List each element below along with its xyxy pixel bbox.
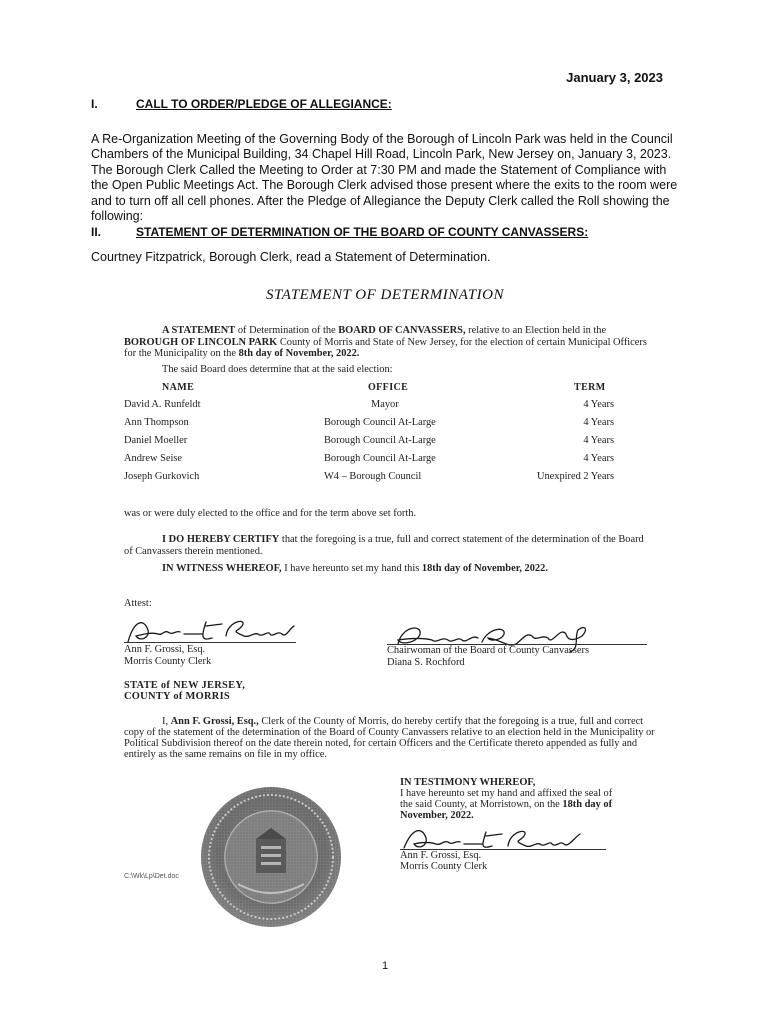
said-board-text: The said Board does determine that at the said election: <box>162 364 393 375</box>
certify-text <box>124 534 654 557</box>
grossi-text-3: Clerk of the County of Morris, do hereby certify that the foregoing is a true, full and correct copy of the statement of the determination of the Board of County Canvassers relative to an election held in the Municipality or Political Subdivision thereof on the date therein noted, for certain Officers and the Certificate thereto appended as fully and entirely as the same remains on file in my office. <box>124 716 655 760</box>
file-path-label: C:\Wk\Lp\Det.doc <box>124 873 179 880</box>
col-header-office: OFFICE <box>368 382 409 393</box>
certify-bold: I DO HEREBY CERTIFY <box>162 534 280 545</box>
section-1-title: CALL TO ORDER/PLEDGE OF ALLEGIANCE: <box>136 97 392 111</box>
witness-text <box>162 563 548 574</box>
intro-text-6: County of Morris and State of New Jersey, for the election of certain Municipal Officers for the Municipality on the <box>124 336 647 360</box>
attest-label: Attest: <box>124 598 152 609</box>
grossi-text-1: I, <box>162 716 171 727</box>
table-row <box>124 435 614 449</box>
intro-bold-3: BOARD OF CANVASSERS, <box>338 325 466 336</box>
state-county-block <box>124 680 245 702</box>
row-term: 4 Years <box>583 453 614 464</box>
intro-bold-7: 8th day of November, 2022. <box>238 348 360 360</box>
testimony-heading: IN TESTIMONY WHEREOF, <box>400 777 536 788</box>
section-1-number: I. <box>91 97 98 111</box>
page-number: 1 <box>381 960 389 972</box>
witness-mid: I have hereunto set my hand this <box>281 563 422 574</box>
row-office: Borough Council At-Large <box>324 453 436 464</box>
signature-line-left <box>124 642 296 643</box>
duly-elected-text: was or were duly elected to the office and for the term above set forth. <box>124 508 417 519</box>
row-term: 4 Years <box>583 399 614 410</box>
row-name: Ann Thompson <box>124 417 189 428</box>
witness-date: 18th day of November, 2022. <box>421 563 548 574</box>
row-office: W4 – Borough Council <box>324 471 422 482</box>
statement-intro <box>124 325 652 360</box>
testimony-date: 18th day of November, 2022. <box>400 799 613 821</box>
row-office: Borough Council At-Large <box>324 435 436 446</box>
chair-title: Chairwoman of the Board of County Canvassers <box>387 645 590 656</box>
grossi-certification <box>124 716 656 760</box>
table-row <box>124 453 614 467</box>
row-name: Andrew Seise <box>124 453 183 464</box>
county-line: COUNTY of MORRIS <box>124 691 231 702</box>
document-date: January 3, 2023 <box>566 70 663 85</box>
row-office: Mayor <box>371 399 399 410</box>
row-term: 4 Years <box>583 435 614 446</box>
testimony-body <box>400 788 620 821</box>
table-row <box>124 417 614 431</box>
row-term: Unexpired 2 Years <box>536 471 614 482</box>
clerk2-signature-block <box>400 850 487 872</box>
statement-title: STATEMENT OF DETERMINATION <box>265 287 504 303</box>
section-1-body: A Re-Organization Meeting of the Governing Body of the Borough of Lincoln Park was held in the Council Chambers of the Municipal Building, 34 Chapel Hill Road, Lincoln Park, New Jersey on, January 3, 2023. The Borough Clerk Called the Meeting to Order at 7:30 PM and made the Statement of Compliance with the Open Public Meetings Act. The Borough Clerk advised those present where the exits to the room were and to turn off all cell phones. After the Pledge of Allegiance the Deputy Clerk called the Roll showing the following: <box>91 132 678 224</box>
testimony-text: I have hereunto set my hand and affixed the seal of the said County, at Morristown, on the <box>400 788 613 810</box>
clerk2-title: Morris County Clerk <box>400 861 488 872</box>
state-line: STATE of NEW JERSEY, <box>124 680 246 691</box>
intro-bold-5: BOROUGH OF LINCOLN PARK <box>124 336 278 348</box>
section-2-title: STATEMENT OF DETERMINATION OF THE BOARD OF COUNTY CANVASSERS: <box>136 225 589 239</box>
intro-text-4: relative to an Election held in the <box>465 325 607 336</box>
clerk-title: Morris County Clerk <box>124 655 212 667</box>
row-office: Borough Council At-Large <box>324 417 436 428</box>
row-name: Joseph Gurkovich <box>124 471 200 482</box>
col-header-term: TERM <box>574 382 606 393</box>
clerk2-name: Ann F. Grossi, Esq. <box>400 850 482 861</box>
testimony-block <box>400 777 620 821</box>
col-header-name: NAME <box>162 382 195 393</box>
grossi-name-bold: Ann F. Grossi, Esq., <box>170 716 259 727</box>
county-seal-icon <box>198 784 344 930</box>
certify-rest: that the foregoing is a true, full and correct statement of the determination of the Board of Canvassers therein mentioned. <box>124 534 644 557</box>
clerk-name: Ann F. Grossi, Esq. <box>124 644 206 655</box>
table-row <box>124 471 614 485</box>
row-name: David A. Runfeldt <box>124 399 201 410</box>
chair-name: Diana S. Rochford <box>387 656 465 668</box>
intro-bold-1: A STATEMENT <box>162 325 236 336</box>
witness-bold: IN WITNESS WHEREOF, <box>162 563 282 574</box>
row-name: Daniel Moeller <box>124 435 188 446</box>
chair-signature-block <box>387 645 589 668</box>
clerk-signature-block <box>124 644 211 667</box>
section-2-body: Courtney Fitzpatrick, Borough Clerk, read a Statement of Determination. <box>91 250 491 264</box>
intro-text-2: of Determination of the <box>235 325 339 336</box>
section-2-number: II. <box>91 225 102 239</box>
table-row <box>124 399 614 413</box>
row-term: 4 Years <box>583 417 614 428</box>
